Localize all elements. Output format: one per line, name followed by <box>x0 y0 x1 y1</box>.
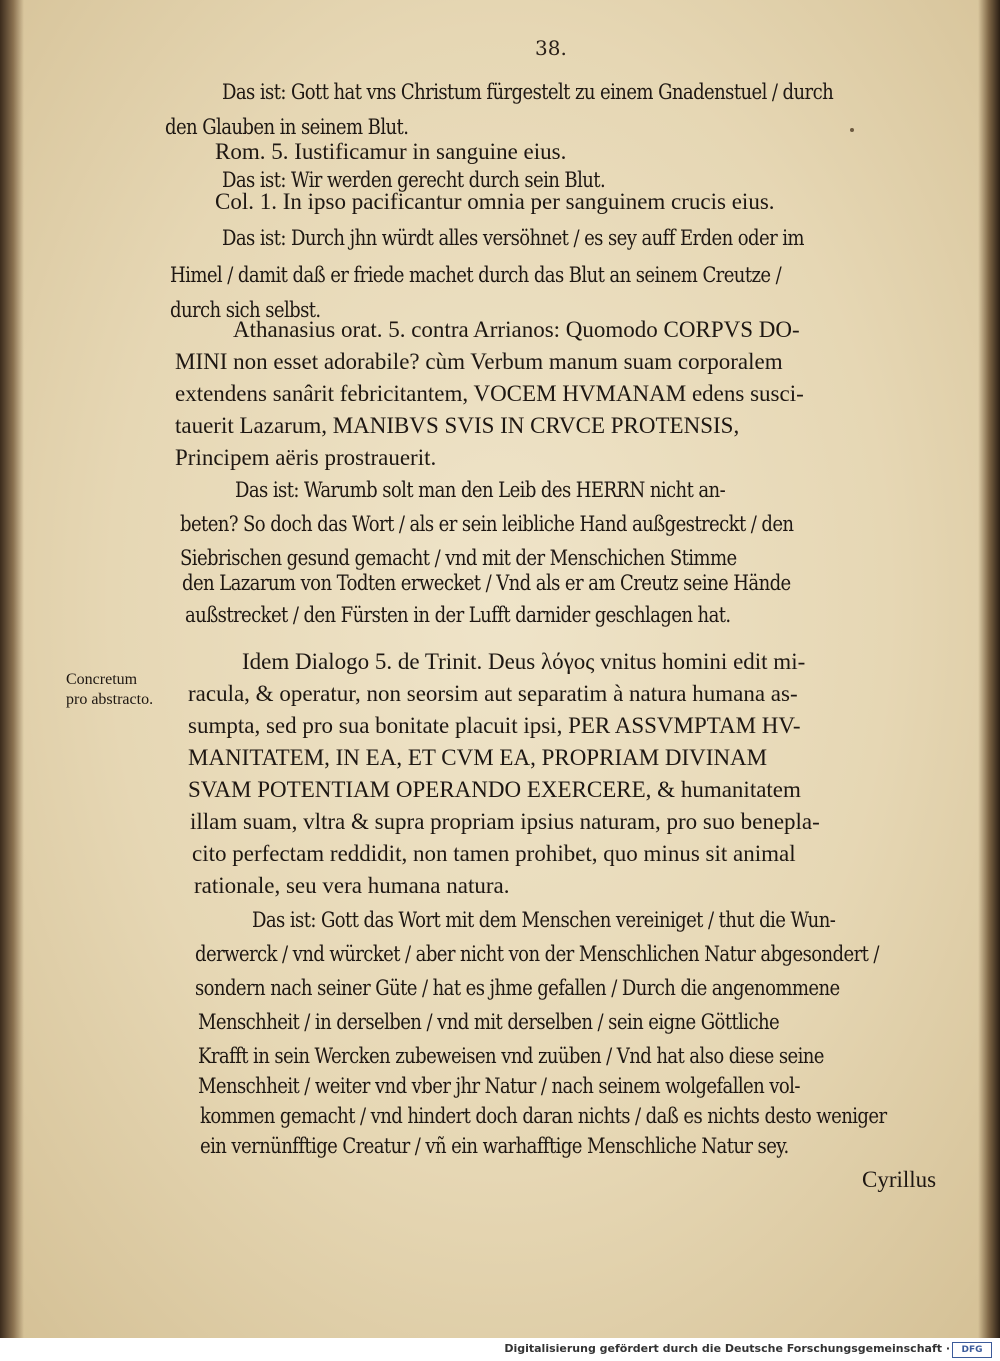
text-line: Das ist: Durch jhn würdt alles versöhnet / es sey auff Erden oder im <box>222 226 804 250</box>
text-line: Krafft in sein Wercken zubeweisen vnd zuüben / Vnd hat also diese seine <box>198 1044 824 1068</box>
text-line: Das ist: Wir werden gerecht durch sein Blut. <box>222 168 606 192</box>
page-number: 38. <box>535 36 567 60</box>
text-line: kommen gemacht / vnd hindert doch daran nichts / daß es nichts desto weniger <box>200 1104 887 1128</box>
text-line: tauerit Lazarum, MANIBVS SVIS IN CRVCE PROTENSIS, <box>175 413 740 438</box>
text-line: beten? So doch das Wort / als er sein leibliche Hand außgestreckt / den <box>180 512 794 536</box>
text-line: illam suam, vltra & supra propriam ipsius naturam, pro suo benepla- <box>190 809 820 834</box>
margin-note-line-2: pro abstracto. <box>66 691 154 708</box>
text-line: extendens sanârit febricitantem, VOCEM HVMANAM edens susci- <box>175 381 804 406</box>
text-line: sondern nach seiner Güte / hat es jhme gefallen / Durch die angenommene <box>195 976 840 1000</box>
catchword: Cyrillus <box>862 1167 937 1192</box>
text-line: racula, & operatur, non seorsim aut separatim à natura humana as- <box>188 681 798 706</box>
text-line: SVAM POTENTIAM OPERANDO EXERCERE, & humanitatem <box>188 777 801 802</box>
text-line: sumpta, sed pro sua bonitate placuit ipsi, PER ASSVMPTAM HV- <box>188 713 801 738</box>
text-line: rationale, seu vera humana natura. <box>194 873 510 898</box>
text-line: durch sich selbst. <box>170 298 321 322</box>
text-line: Menschheit / weiter vnd vber jhr Natur / nach seinem wolgefallen vol- <box>198 1074 800 1098</box>
footer-bar <box>0 1338 1000 1361</box>
text-line: Menschheit / in derselben / vnd mit derselben / sein eigne Göttliche <box>198 1010 780 1034</box>
text-line: Das ist: Gott das Wort mit dem Menschen vereiniget / thut die Wun- <box>252 908 836 932</box>
text-line: Das ist: Warumb solt man den Leib des HERRN nicht an- <box>235 478 726 502</box>
ink-speck <box>850 128 854 132</box>
text-line: Siebrischen gesund gemacht / vnd mit der Menschichen Stimme <box>180 546 737 570</box>
text-line: Das ist: Gott hat vns Christum fürgestelt zu einem Gnadenstuel / durch <box>222 80 834 104</box>
footer-credit: Digitalisierung gefördert durch die Deutsche Forschungsgemeinschaft · <box>504 1342 950 1355</box>
text-line: Idem Dialogo 5. de Trinit. Deus λόγος vnitus homini edit mi- <box>242 649 806 674</box>
text-line: ein vernünfftige Creatur / vñ ein warhafftige Menschliche Natur sey. <box>200 1134 789 1158</box>
text-line: MINI non esset adorabile? cùm Verbum manum suam corporalem <box>175 349 783 374</box>
text-line: Col. 1. In ipso pacificantur omnia per sanguinem crucis eius. <box>215 189 775 214</box>
text-line: Athanasius orat. 5. contra Arrianos: Quomodo CORPVS DO- <box>233 317 800 342</box>
text-line: den Lazarum von Todten erwecket / Vnd als er am Creutz seine Hände <box>182 571 791 595</box>
text-line: außstrecket / den Fürsten in der Lufft darnider geschlagen hat. <box>185 603 731 627</box>
text-line: derwerck / vnd würcket / aber nicht von der Menschlichen Natur abgesondert / <box>195 942 879 966</box>
text-line: Principem aëris prostrauerit. <box>175 445 437 470</box>
text-line: Rom. 5. Iustificamur in sanguine eius. <box>215 139 567 164</box>
text-line: cito perfectam reddidit, non tamen prohibet, quo minus sit animal <box>192 841 796 866</box>
text-line: Himel / damit daß er friede machet durch das Blut an seinem Creutze / <box>170 263 782 287</box>
page-gutter-shadow <box>0 0 24 1338</box>
text-line: den Glauben in seinem Blut. <box>165 115 409 139</box>
dfg-logo-icon: DFG <box>952 1342 992 1358</box>
page-edge-shadow <box>978 0 1000 1338</box>
margin-note-line-1: Concretum <box>66 671 138 688</box>
text-line: MANITATEM, IN EA, ET CVM EA, PROPRIAM DIVINAM <box>188 745 768 770</box>
